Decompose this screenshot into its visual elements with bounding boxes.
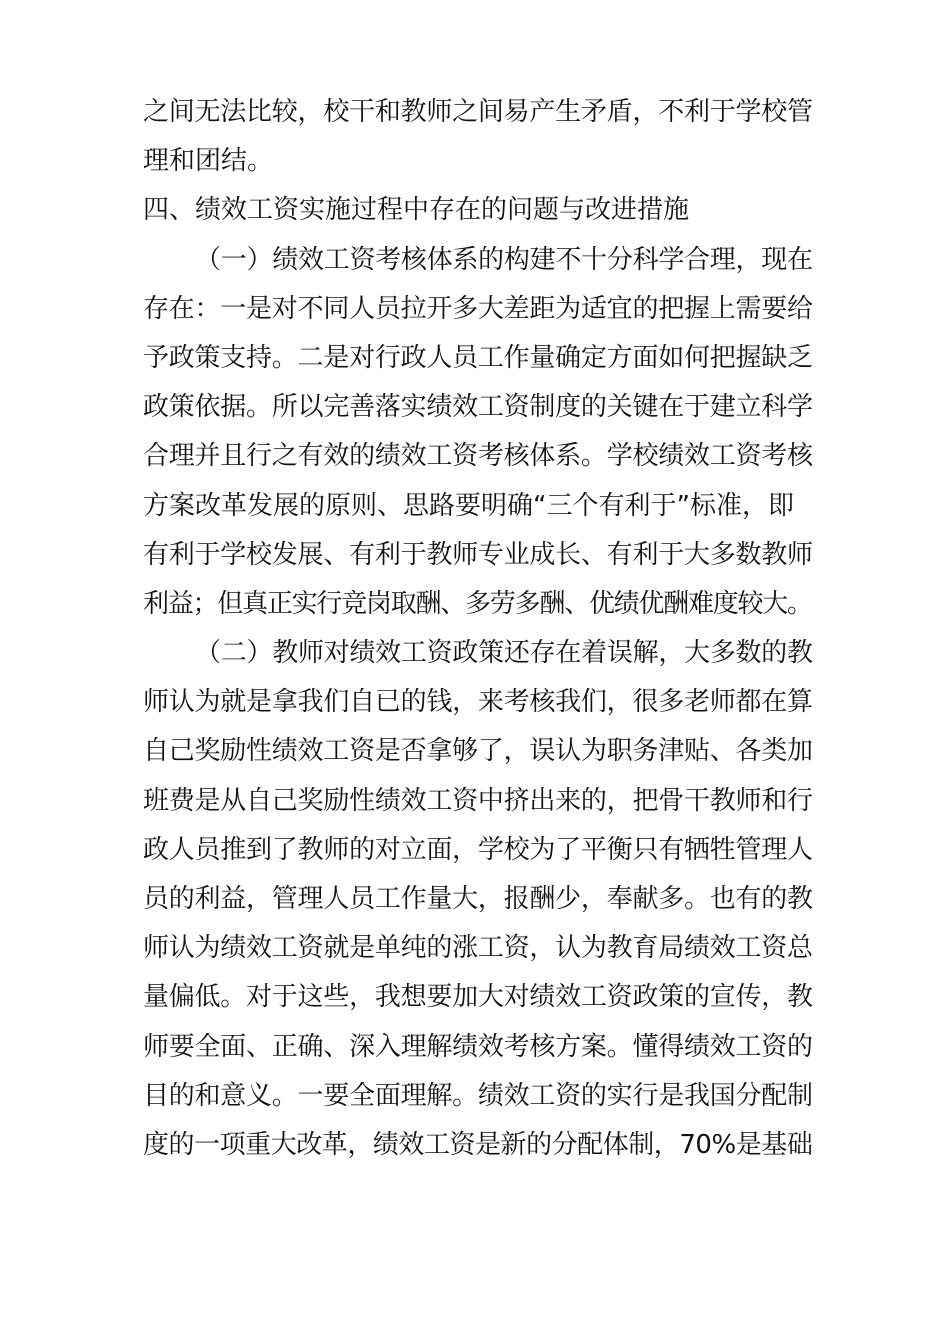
text-line: 度的一项重大改革，绩效工资是新的分配体制，70%是基础 <box>143 1129 813 1160</box>
text-line: 政人员推到了教师的对立面，学校为了平衡只有牺牲管理人 <box>143 834 813 865</box>
text-line: 政策依据。所以完善落实绩效工资制度的关键在于建立科学 <box>143 392 813 423</box>
text-line: 师认为就是拿我们自已的钱，来考核我们，很多老师都在算 <box>143 687 813 718</box>
text-line: 方案改革发展的原则、思路要明确“三个有利于”标准，即 <box>143 490 794 521</box>
text-line: 自己奖励性绩效工资是否拿够了，误认为职务津贴、各类加 <box>143 736 813 767</box>
text-line: 存在：一是对不同人员拉开多大差距为适宜的把握上需要给 <box>143 293 813 324</box>
text-line: 师认为绩效工资就是单纯的涨工资，认为教育局绩效工资总 <box>143 933 813 964</box>
text-line: 有利于学校发展、有利于教师专业成长、有利于大多数教师 <box>143 539 813 570</box>
text-line: 理和团结。 <box>143 146 274 177</box>
text-line: 师要全面、正确、深入理解绩效考核方案。懂得绩效工资的 <box>143 1031 813 1062</box>
text-line: 合理并且行之有效的绩效工资考核体系。学校绩效工资考核 <box>143 441 813 472</box>
text-line: 利益；但真正实行竞岗取酬、多劳多酬、优绩优酬难度较大。 <box>143 588 812 619</box>
text-line: （一）绩效工资考核体系的构建不十分科学合理，现在 <box>195 244 813 275</box>
text-line: 目的和意义。一要全面理解。绩效工资的实行是我国分配制 <box>143 1080 813 1111</box>
text-line: 员的利益，管理人员工作量大，报酬少，奉献多。也有的教 <box>143 884 813 914</box>
body-text <box>143 88 813 1170</box>
text-line: 班费是从自己奖励性绩效工资中挤出来的，把骨干教师和行 <box>143 785 813 816</box>
text-line: 之间无法比较，校干和教师之间易产生矛盾，不利于学校管 <box>143 97 813 127</box>
text-line: （二）教师对绩效工资政策还存在着误解，大多数的教 <box>195 638 813 669</box>
text-line: 四、绩效工资实施过程中存在的问题与改进措施 <box>143 195 690 226</box>
text-line: 量偏低。对于这些，我想要加大对绩效工资政策的宣传，教 <box>143 982 813 1013</box>
text-line: 予政策支持。二是对行政人员工作量确定方面如何把握缺乏 <box>143 342 813 373</box>
